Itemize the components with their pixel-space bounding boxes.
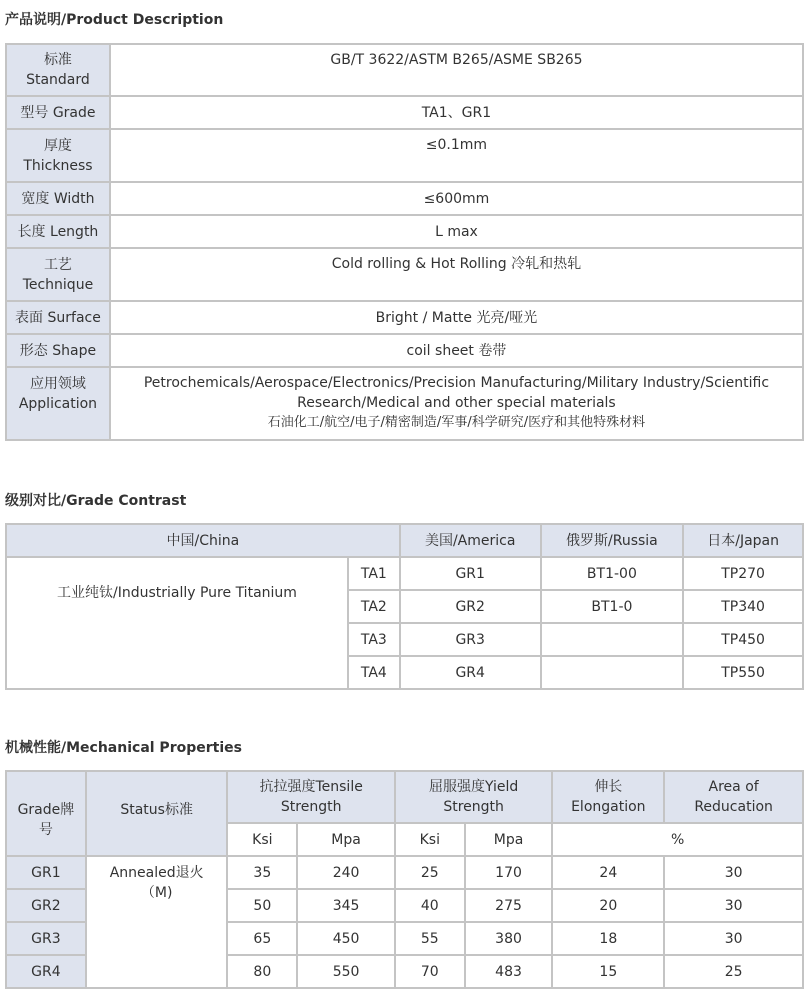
header-america: 美国/America (401, 525, 542, 558)
label-cn: 工艺 (43, 256, 72, 273)
table-row (7, 857, 804, 890)
china-grade: TA3 (349, 624, 401, 657)
header-japan: 日本/Japan (684, 525, 804, 558)
yield-ksi: 70 (396, 956, 466, 989)
application-label (7, 368, 111, 441)
yield-mpa: 380 (466, 923, 554, 956)
standard-label (7, 45, 111, 97)
pure-titanium-label: 工业纯钛/Industrially Pure Titanium (7, 558, 349, 690)
america-grade: GR1 (401, 558, 542, 591)
table-row (7, 130, 804, 183)
grade-value: TA1、GR1 (111, 97, 804, 130)
header-area-reduction (665, 772, 804, 824)
grade-contrast-title: 级别对比/Grade Contrast (5, 493, 187, 509)
table-row (7, 97, 804, 130)
header-line: Elongation (571, 799, 646, 815)
table-row (7, 525, 804, 558)
elongation: 18 (553, 923, 665, 956)
header-line: Reducation (694, 799, 773, 815)
elongation: 24 (553, 857, 665, 890)
tensile-mpa: 345 (298, 890, 396, 923)
america-grade: GR3 (401, 624, 542, 657)
product-description-title: 产品说明/Product Description (5, 12, 224, 28)
tensile-ksi: 80 (228, 956, 298, 989)
thickness-value: ≤0.1mm (111, 130, 804, 183)
russia-grade: BT1-0 (542, 591, 685, 624)
grade-cell: GR2 (7, 890, 87, 923)
table-row (7, 558, 804, 591)
header-line: 号 (38, 822, 53, 838)
header-percent: % (553, 824, 804, 857)
table-row (7, 302, 804, 335)
thickness-label (7, 130, 111, 183)
shape-value: coil sheet 卷带 (111, 335, 804, 368)
yield-mpa: 275 (466, 890, 554, 923)
shape-label: 形态 Shape (7, 335, 111, 368)
china-grade: TA1 (349, 558, 401, 591)
grade-cell: GR3 (7, 923, 87, 956)
header-status: Status标准 (87, 772, 229, 857)
application-line: Research/Medical and other special materials (297, 395, 616, 411)
yield-ksi: 40 (396, 890, 466, 923)
technique-value: Cold rolling & Hot Rolling 冷轧和热轧 (111, 249, 804, 302)
header-yield-ksi: Ksi (396, 824, 466, 857)
label-cn: 应用领域 (29, 376, 86, 392)
table-row (7, 335, 804, 368)
tensile-ksi: 65 (228, 923, 298, 956)
label-cn: 厚度 (43, 137, 72, 154)
mechanical-properties-title: 机械性能/Mechanical Properties (5, 740, 242, 756)
area-reduction: 30 (665, 923, 804, 956)
china-grade: TA4 (349, 657, 401, 690)
japan-grade: TP270 (684, 558, 804, 591)
length-label: 长度 Length (7, 216, 111, 249)
application-line: Petrochemicals/Aerospace/Electronics/Precision Manufacturing/Military Industry/Scientific (143, 375, 770, 391)
standard-value: GB/T 3622/ASTM B265/ASME SB265 (111, 45, 804, 97)
china-grade: TA2 (349, 591, 401, 624)
header-china: 中国/China (7, 525, 401, 558)
elongation: 15 (553, 956, 665, 989)
header-line: 屈服强度Yield (428, 779, 519, 795)
table-row (7, 45, 804, 97)
tensile-mpa: 240 (298, 857, 396, 890)
header-russia: 俄罗斯/Russia (542, 525, 685, 558)
length-value: L max (111, 216, 804, 249)
yield-mpa: 170 (466, 857, 554, 890)
table-row (7, 183, 804, 216)
yield-ksi: 25 (396, 857, 466, 890)
header-line: Strength (280, 799, 342, 815)
header-yield-mpa: Mpa (466, 824, 554, 857)
america-grade: GR4 (401, 657, 542, 690)
header-line: Grade牌 (17, 802, 75, 818)
yield-ksi: 55 (396, 923, 466, 956)
grade-cell: GR4 (7, 956, 87, 989)
header-tensile-mpa: Mpa (298, 824, 396, 857)
label-en: Technique (22, 276, 94, 293)
header-grade (7, 772, 87, 857)
header-yield (396, 772, 554, 824)
product-description-table (5, 43, 804, 441)
application-value (111, 368, 804, 441)
area-reduction: 30 (665, 890, 804, 923)
label-cn: 标准 (43, 52, 72, 68)
yield-mpa: 483 (466, 956, 554, 989)
header-elongation (553, 772, 665, 824)
grade-label: 型号 Grade (7, 97, 111, 130)
header-line: 抗拉强度Tensile (259, 779, 363, 795)
elongation: 20 (553, 890, 665, 923)
header-tensile-ksi: Ksi (228, 824, 298, 857)
tensile-mpa: 450 (298, 923, 396, 956)
japan-grade: TP550 (684, 657, 804, 690)
label-en: Thickness (23, 157, 93, 174)
header-tensile (228, 772, 395, 824)
russia-grade (542, 657, 685, 690)
width-label: 宽度 Width (7, 183, 111, 216)
america-grade: GR2 (401, 591, 542, 624)
header-line: Strength (443, 799, 504, 815)
table-row (7, 216, 804, 249)
russia-grade (542, 624, 685, 657)
surface-value: Bright / Matte 光亮/哑光 (111, 302, 804, 335)
application-line: 石油化工/航空/电子/精密制造/军事/科学研究/医疗和其他特殊材料 (267, 415, 646, 430)
japan-grade: TP450 (684, 624, 804, 657)
table-row (7, 249, 804, 302)
tensile-ksi: 50 (228, 890, 298, 923)
table-row (7, 772, 804, 824)
label-en: Application (18, 396, 98, 412)
mechanical-properties-table (5, 770, 804, 989)
tensile-mpa: 550 (298, 956, 396, 989)
russia-grade: BT1-00 (542, 558, 685, 591)
table-row (7, 368, 804, 441)
japan-grade: TP340 (684, 591, 804, 624)
area-reduction: 25 (665, 956, 804, 989)
grade-contrast-table (5, 523, 804, 690)
status-annealed (87, 857, 229, 989)
header-line: 伸长 (594, 779, 623, 795)
grade-cell: GR1 (7, 857, 87, 890)
width-value: ≤600mm (111, 183, 804, 216)
tensile-ksi: 35 (228, 857, 298, 890)
surface-label: 表面 Surface (7, 302, 111, 335)
header-line: Area of (708, 779, 759, 795)
label-en: Standard (26, 72, 90, 88)
area-reduction: 30 (665, 857, 804, 890)
status-line: （M) (140, 885, 173, 901)
status-line: Annealed退火 (109, 865, 204, 881)
technique-label (7, 249, 111, 302)
